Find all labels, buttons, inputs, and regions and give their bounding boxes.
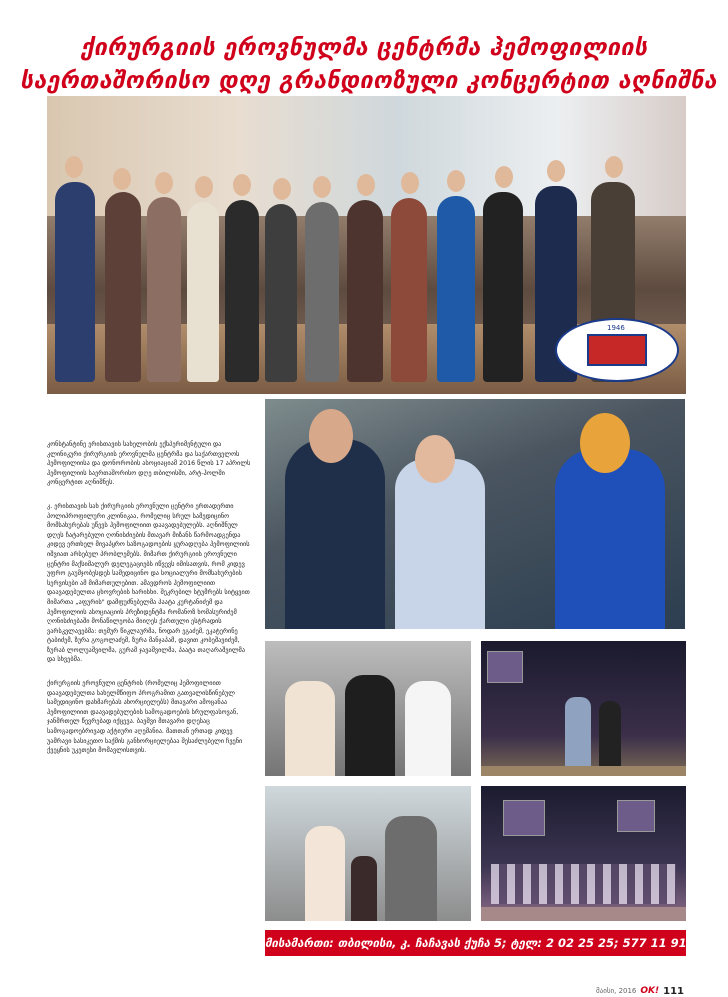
photo-stage-speakers — [481, 641, 686, 776]
article-paragraph: კ. ერისთავის სახ ქირურგიის ეროვნული ცენტრი ერთადერთი პოლიპროფილური კლინიკაა, რომელიც სრულ სამედიცინო მომსახურებას უწევს ჰემოფილიით დაავადებულებს. აღნიშნულ დღეს ჩატარებული ღონისძიების მთავარ მიზანს წარმოადგენდა კიდევ ერთხელ მივაპყრო საზოგადოების ყურადღება ჰემოფილიის იშვიათ არსებულ პრობლემებს. მიმართ ქირურგიის ეროვნული ცენტრი მაქსიმალურ დელეგაციებს იწვევს იმისათვის, რომ კიდევ უფრო გაუმჯობესდეს სამედიცინო და სოციალური მომსახურების სერვისები ამ მიმართულებით. ამავდროს ჰემოფილიით დაავადებულთა ცხოვრების ხარისხი. შეკრებილ სტუმრებს სიტყვით მიმართა „აფურის" დამფუძნებელმა პაატა კურტანიძემ და ჰემოფილიის ასოციაციის პრეზიდენტმა რომანოზ ხომასურიძემ ღონისძიებაში მონაწილეობა მიიღეს ქართული ესტრადის ვარსკვლავებმა: თემურ წიკლაურმა, ნოდარ ეგაძემ, ეკატერინე ტაბიძემ, ზურა გოგოლაძემ, ზურა მანჯაპამ, დავით კობეშავიძემ, ზურაბ ლოლუაშვილმა, გურამ ჯავაშვილმა, პაატა თაღარაშვილმა და სხვებმა. — [47, 502, 250, 664]
magazine-logo: OK! — [640, 986, 660, 996]
page-footer — [596, 985, 684, 997]
page-number: 111 — [663, 985, 684, 997]
photo-three-women — [265, 641, 471, 776]
article-paragraph: ქირურგიის ეროვნული ცენტრის (რომელიც ჰემოფილიით დაავადებულთა სახელმწიფო პროგრამით გათვალისწინებულ სამედიცინო დახმარებას ახორციელებს) მთავარი ამოცანაა ჰემოფილიით დაავადებულების სამოგადოების სრულფასოვან, ჯანმრთელ წევრებად იქცევა. ბავშვი მთავარი დღესაც სამოგადოებრივად აქტიური აღემანია. მათთან ერთად კიდევ უამრავი სასიკეთო საქმის განხორციელებაა შესაძლებელი ჩვენი ქვეყნის უკეთესი მომავლისთვის. — [47, 680, 243, 755]
article-paragraph: კონსტანტინე ერისთავის სახელობის ექსპერიმენტული და კლინიკური ქირურგიის ეროვნულმა ცენტრმა და საქართველოს ჰემოფილიისა და დონორობის ასოციაციამ 2016 წლის 17 აპრილს ჰემოფილიის საერთაშორისო დღე თბილისში, არტ-ჰოლში კონცერტით აღნიშნეს. — [47, 441, 251, 487]
article-body — [47, 440, 252, 770]
issue-date: მაისი, 2016 — [596, 987, 637, 995]
photo-guests-conversation — [265, 399, 685, 629]
title-line-2: საერთაშორისო დღე გრანდიოზული კონცერტით აღნიშნა — [20, 68, 717, 94]
building-icon — [587, 334, 647, 366]
photo-guests-group — [265, 786, 471, 921]
photo-dance-performance — [481, 786, 686, 921]
article-title — [20, 32, 717, 98]
logo-year: 1946 — [607, 324, 625, 332]
title-line-1: ქირურგიის ეროვნულმა ცენტრმა ჰემოფილიის — [80, 35, 648, 61]
address-banner: მისამართი: თბილისი, კ. ჩაჩავას ქუჩა 5; ტელ: 2 02 25 25; 577 11 91 19 — [265, 930, 686, 956]
clinic-logo — [555, 318, 679, 382]
